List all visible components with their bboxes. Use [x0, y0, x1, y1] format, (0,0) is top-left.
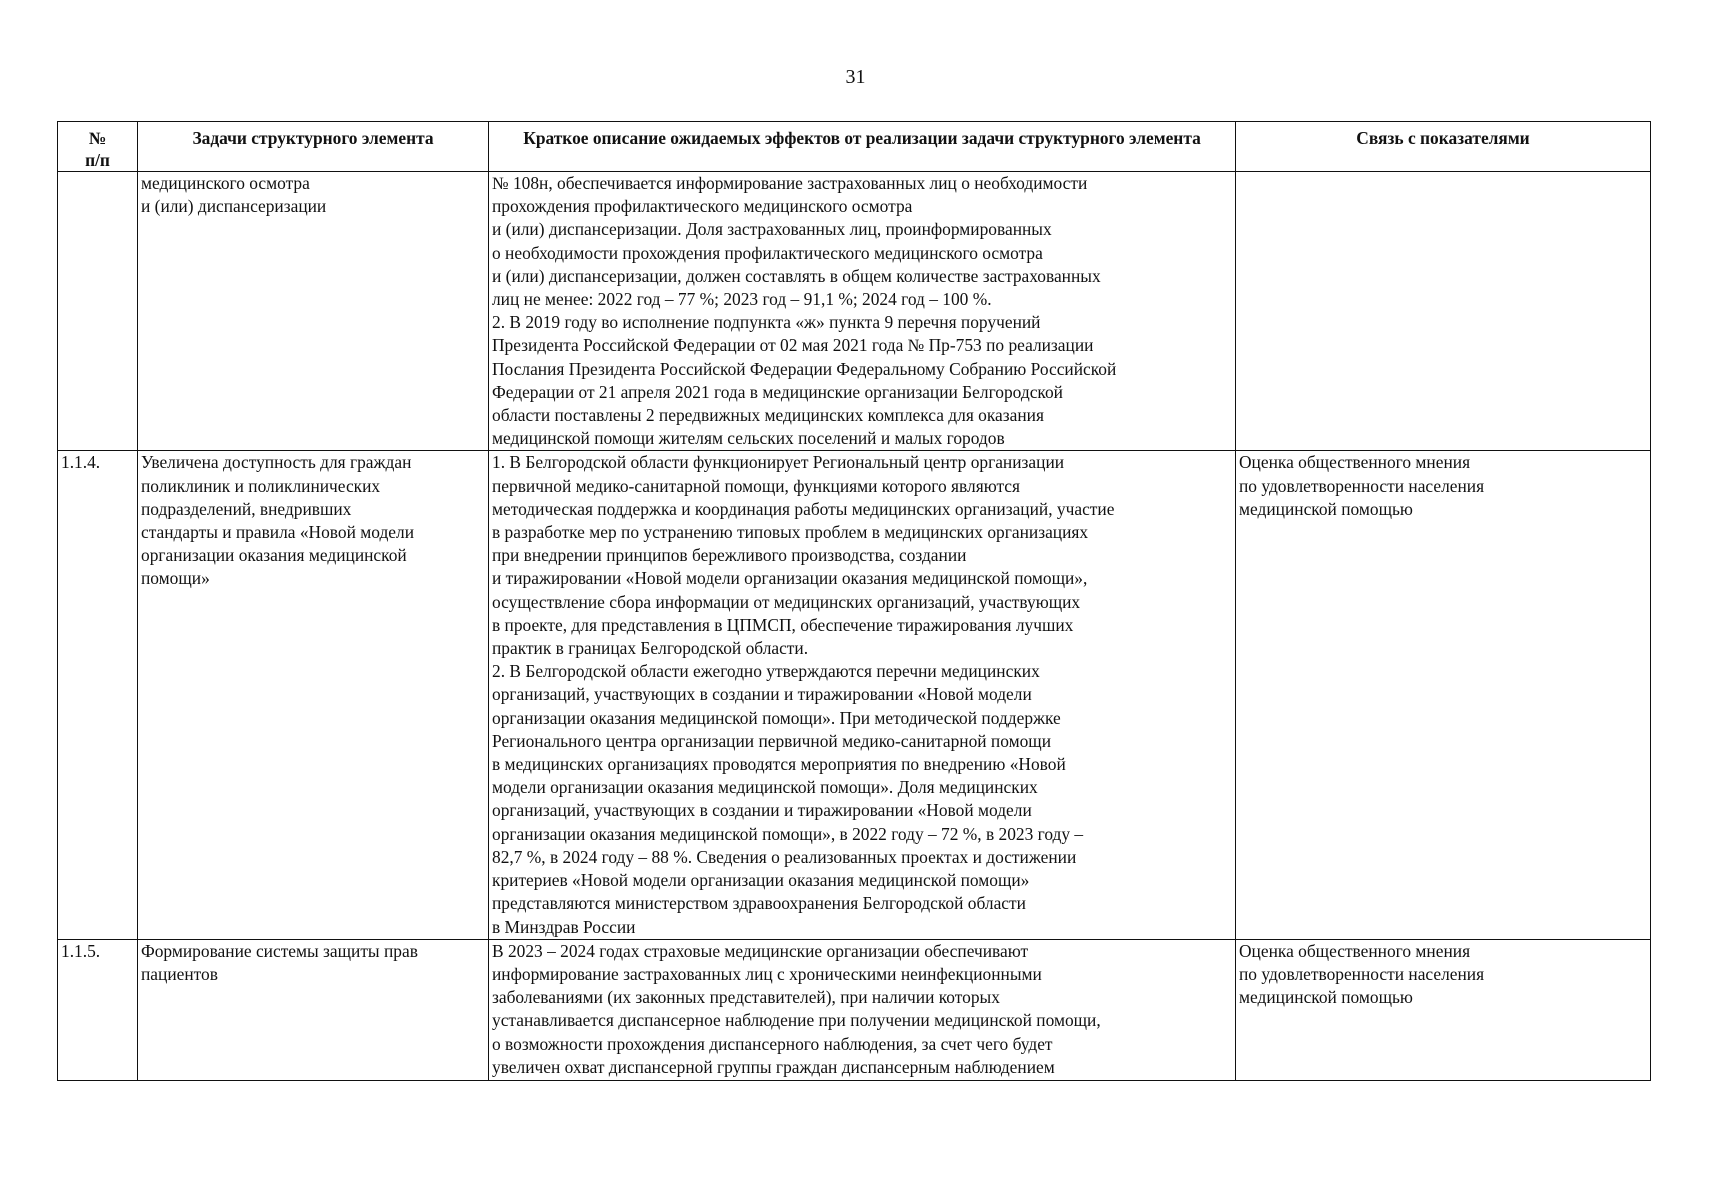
- header-effect: Краткое описание ожидаемых эффектов от реализации задачи структурного элемента: [489, 122, 1236, 172]
- row-effect: 1. В Белгородской области функционирует Региональный центр организации первичной медико-санитарной помощи, функциями которого являются методическая поддержка и координация работы медицинских организаций, участие в разработке мер по устранению типовых проблем в медицинских организациях при внедрении принципов бережливого производства, создании и тиражировании «Новой модели организации оказания медицинской помощи», осуществление сбора информации от медицинских организаций, участвующих в проекте, для представления в ЦПМСП, обеспечение тиражирования лучших практик в границах Белгородской области. 2. В Белгородской области ежегодно утверждаются перечни медицинских организаций, участвующих в создании и тиражировании «Новой модели организации оказания медицинской помощи». При методической поддержке Регионального центра организации первичной медико-санитарной помощи в медицинских организациях проводятся мероприятия по внедрению «Новой модели организации оказания медицинской помощи». Доля медицинских организаций, участвующих в создании и тиражировании «Новой модели организации оказания медицинской помощи», в 2022 году – 72 %, в 2023 году – 82,7 %, в 2024 году – 88 %. Сведения о реализованных проектах и достижении критериев «Новой модели организации оказания медицинской помощи» представляются министерством здравоохранения Белгородской области в Минздрав России: [489, 451, 1236, 939]
- row-task: Формирование системы защиты прав пациентов: [138, 939, 489, 1080]
- tasks-table: [57, 121, 1651, 1081]
- row-task: медицинского осмотра и (или) диспансеризации: [138, 172, 489, 451]
- row-number: [58, 172, 138, 451]
- row-number: 1.1.4.: [58, 451, 138, 939]
- header-number: № п/п: [58, 122, 138, 172]
- row-effect: № 108н, обеспечивается информирование застрахованных лиц о необходимости прохождения профилактического медицинского осмотра и (или) диспансеризации. Доля застрахованных лиц, проинформированных о необходимости прохождения профилактического медицинского осмотра и (или) диспансеризации, должен составлять в общем количестве застрахованных лиц не менее: 2022 год – 77 %; 2023 год – 91,1 %; 2024 год – 100 %. 2. В 2019 году во исполнение подпункта «ж» пункта 9 перечня поручений Президента Российской Федерации от 02 мая 2021 года № Пр-753 по реализации Послания Президента Российской Федерации Федеральному Собранию Российской Федерации от 21 апреля 2021 года в медицинские организации Белгородской области поставлены 2 передвижных медицинских комплекса для оказания медицинской помощи жителям сельских поселений и малых городов: [489, 172, 1236, 451]
- table-row: [58, 172, 1651, 451]
- row-effect: В 2023 – 2024 годах страховые медицинские организации обеспечивают информирование застрахованных лиц с хроническими неинфекционными заболеваниями (их законных представителей), при наличии которых устанавливается диспансерное наблюдение при получении медицинской помощи, о возможности прохождения диспансерного наблюдения, за счет чего будет увеличен охват диспансерной группы граждан диспансерным наблюдением: [489, 939, 1236, 1080]
- row-link: Оценка общественного мнения по удовлетворенности населения медицинской помощью: [1236, 451, 1651, 939]
- page-number: 31: [845, 66, 866, 88]
- header-link: Связь с показателями: [1236, 122, 1651, 172]
- table-row: [58, 451, 1651, 939]
- table-row: [58, 939, 1651, 1080]
- table-header-row: [58, 122, 1651, 172]
- row-task: Увеличена доступность для граждан поликлиник и поликлинических подразделений, внедривших стандарты и правила «Новой модели организации оказания медицинской помощи»: [138, 451, 489, 939]
- header-task: Задачи структурного элемента: [138, 122, 489, 172]
- row-link: [1236, 172, 1651, 451]
- row-link: Оценка общественного мнения по удовлетворенности населения медицинской помощью: [1236, 939, 1651, 1080]
- row-number: 1.1.5.: [58, 939, 138, 1080]
